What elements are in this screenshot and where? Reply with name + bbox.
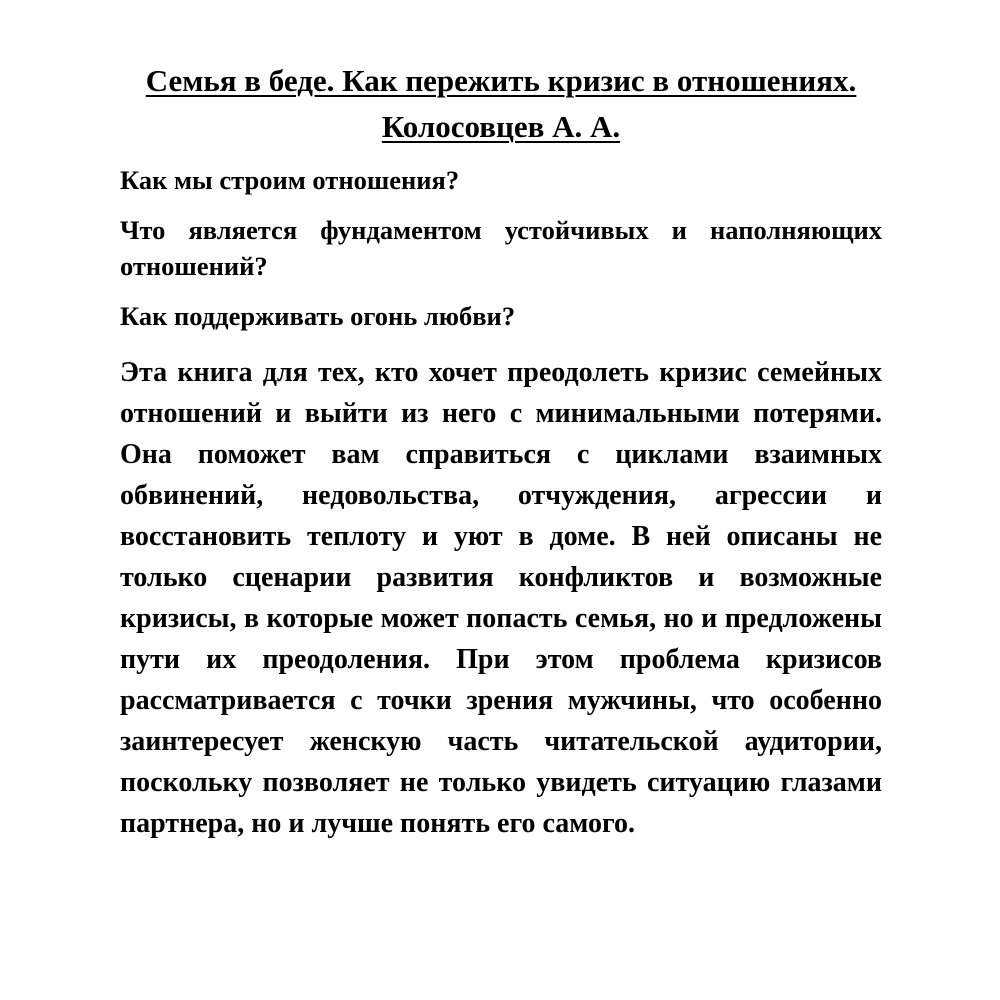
document-body [120, 58, 882, 858]
book-description: Эта книга для тех, кто хочет преодолеть кризис семейных отношений и выйти из него с минимальными потерями. Она поможет вам справиться с циклами взаимных обвинений, недовольства, отчуждения, агрессии и восстановить теплоту и уют в доме. В ней описаны не только сценарии развития конфликтов и возможные кризисы, в которые может попасть семья, но и предложены пути их преодоления. При этом проблема кризисов рассматривается с точки зрения мужчины, что особенно заинтересует женскую часть читательской аудитории, поскольку позволяет не только увидеть ситуацию глазами партнера, но и лучше понять его самого. [120, 357, 882, 839]
question-2: Что является фундаментом устойчивых и наполняющих отношений? [120, 215, 882, 281]
question-3: Как поддерживать огонь любви? [120, 301, 516, 331]
document-title: Семья в беде. Как пережить кризис в отношениях. Колосовцев А. А. [145, 63, 857, 144]
question-1: Как мы строим отношения? [120, 165, 460, 195]
